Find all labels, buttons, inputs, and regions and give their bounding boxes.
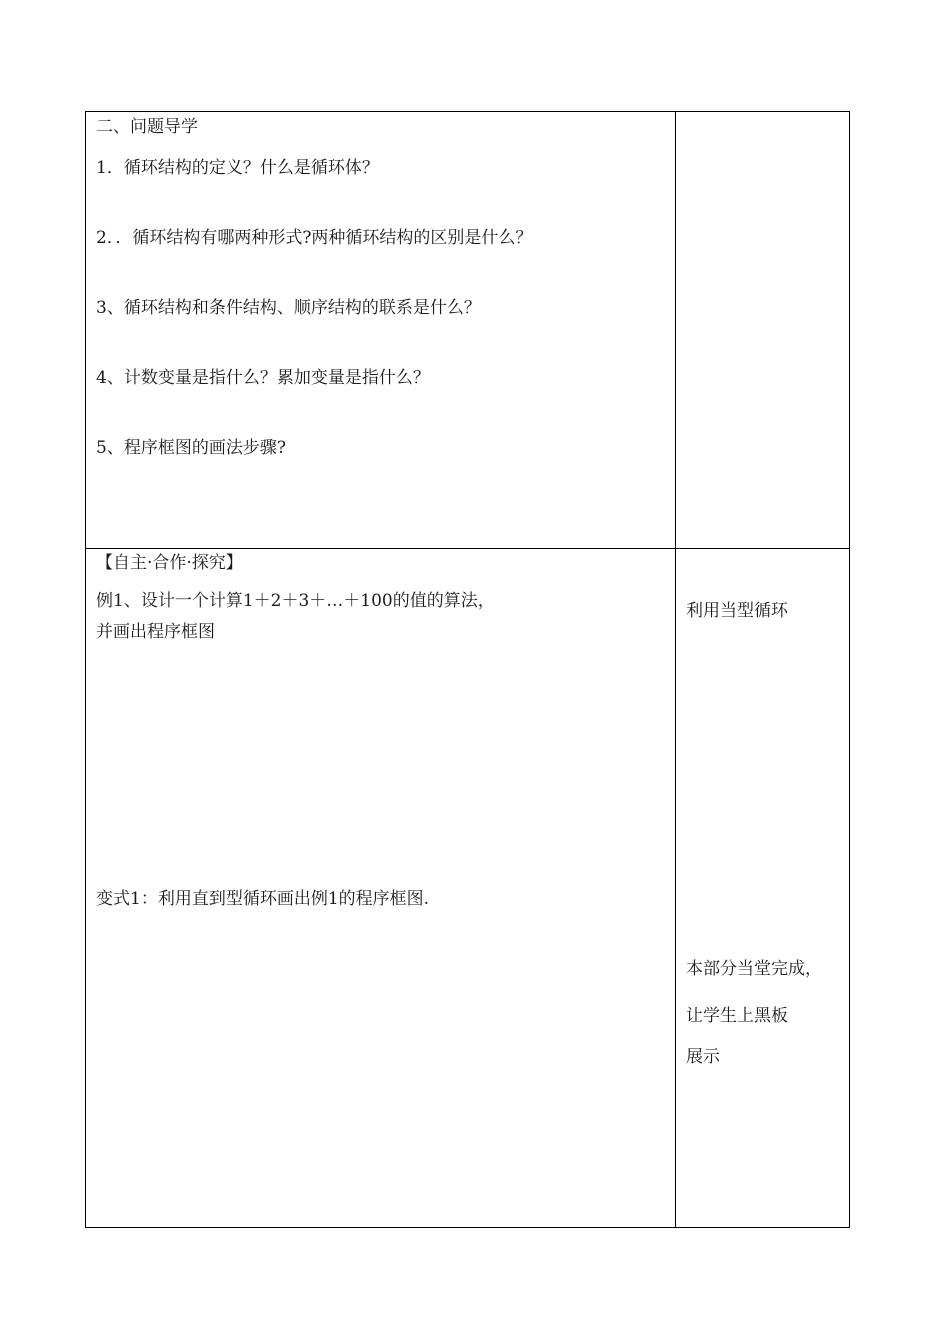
section-heading-problem-guide: 二、问题导学 xyxy=(96,117,198,137)
column-divider xyxy=(675,112,676,1227)
example-1-line-2: 并画出程序框图 xyxy=(96,622,215,642)
variant-1: 变式1：利用直到型循环画出例1的程序框图. xyxy=(96,889,430,909)
side-note-while-loop: 利用当型循环 xyxy=(686,601,788,621)
side-note-in-class-line-3: 展示 xyxy=(686,1047,720,1067)
question-1: 1．循环结构的定义？什么是循环体？ xyxy=(96,158,379,178)
row-divider xyxy=(86,548,849,549)
section-heading-explore: 【自主·合作·探究】 xyxy=(96,553,243,573)
side-note-in-class-line-1: 本部分当堂完成， xyxy=(686,959,822,979)
worksheet-table xyxy=(85,111,850,1228)
question-2: 2．．循环结构有哪两种形式?两种循环结构的区别是什么？ xyxy=(96,228,533,248)
question-3: 3、循环结构和条件结构、顺序结构的联系是什么？ xyxy=(96,298,481,318)
question-4: 4、计数变量是指什么？累加变量是指什么？ xyxy=(96,368,430,388)
side-note-in-class-line-2: 让学生上黑板 xyxy=(686,1006,788,1026)
example-1-line-1: 例1、设计一个计算1＋2＋3＋…＋100的值的算法， xyxy=(96,591,495,611)
question-5: 5、程序框图的画法步骤? xyxy=(96,438,286,458)
